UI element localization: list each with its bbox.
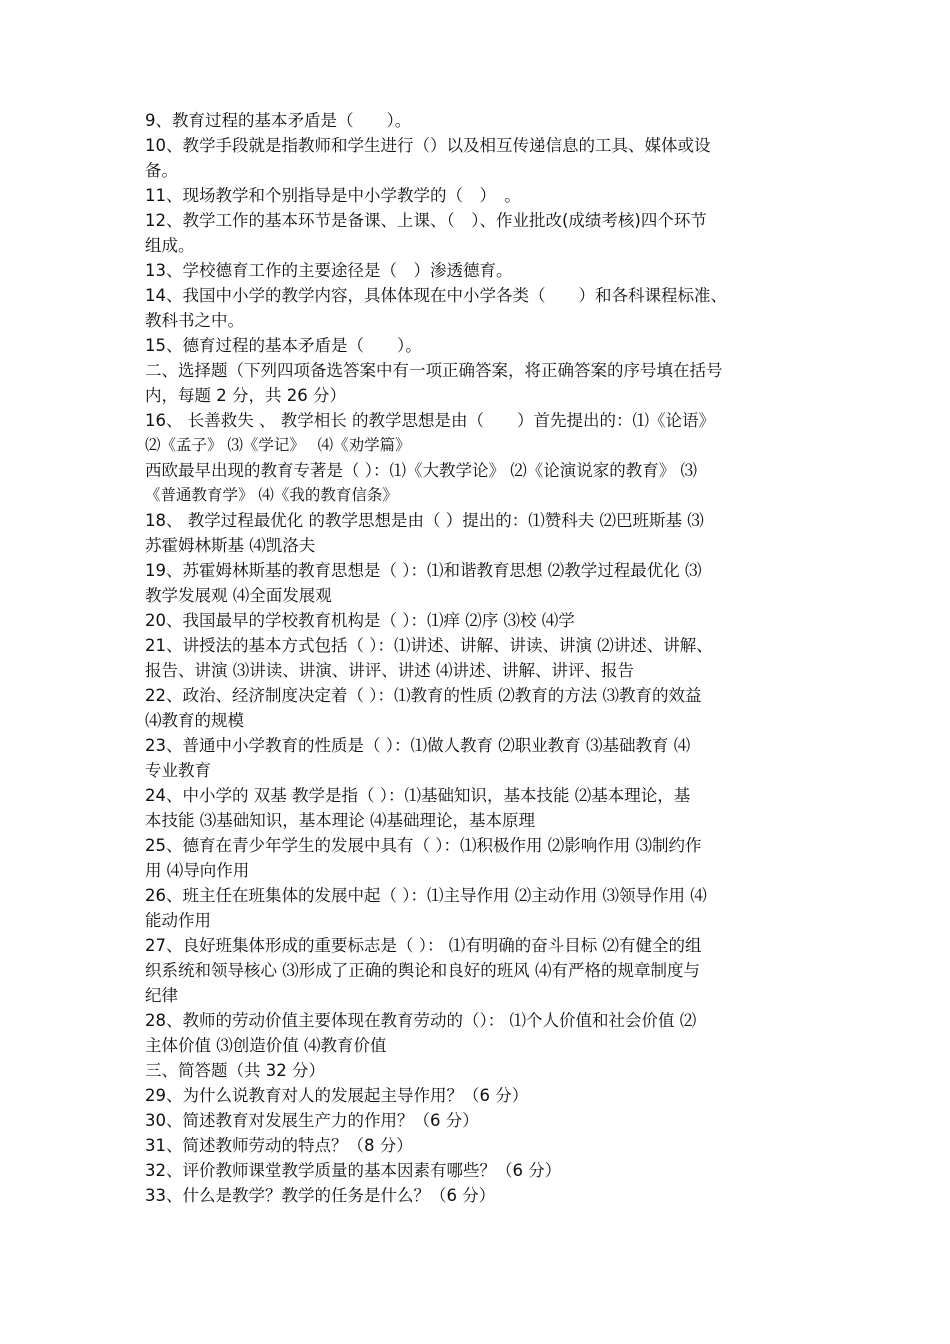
text-line: 11、现场教学和个别指导是中小学教学的（ ） 。 [145,186,521,205]
text-line: 23、普通中小学教育的性质是（ ）：⑴做人教育 ⑵职业教育 ⑶基础教育 ⑷ [145,736,691,755]
text-line: 用 ⑷导向作用 [145,861,250,880]
text-line: 21、讲授法的基本方式包括（ ）：⑴讲述、讲解、讲读、讲演 ⑵讲述、讲解、 [145,636,713,655]
text-line: 织系统和领导核心 ⑶形成了正确的舆论和良好的班风 ⑷有严格的规章制度与 [145,961,700,980]
text-line: 内，每题 2 分，共 26 分） [145,386,346,405]
text-line: 教科书之中。 [145,311,244,330]
section-heading: 三、简答题（共 32 分） [145,1061,325,1080]
text-line: 组成。 [145,236,195,255]
section-heading: 二、选择题（下列四项备选答案中有一项正确答案，将正确答案的序号填在括号 [145,361,723,380]
text-line: 纪律 [145,986,178,1005]
text-line: ⑷教育的规模 [145,711,244,730]
text-line: 9、教育过程的基本矛盾是（ ）。 [145,111,412,130]
text-line: 32、评价教师课堂教学质量的基本因素有哪些？（6 分） [145,1161,562,1180]
text-line: 12、教学工作的基本环节是备课、上课、（ ）、作业批改(成绩考核)四个环节 [145,211,707,230]
text-line: 10、教学手段就是指教师和学生进行（）以及相互传递信息的工具、媒体或设 [145,136,711,155]
text-line: 报告、讲演 ⑶讲读、讲演、讲评、讲述 ⑷讲述、讲解、讲评、报告 [145,661,634,680]
text-line: 19、苏霍姆林斯基的教育思想是（ ）：⑴和谐教育思想 ⑵教学过程最优化 ⑶ [145,561,702,580]
text-line: 30、简述教育对发展生产力的作用？（6 分） [145,1111,479,1130]
text-line: 14、我国中小学的教学内容，具体体现在中小学各类（ ）和各科课程标准、 [145,286,727,305]
text-line: 本技能 ⑶基础知识，基本理论 ⑷基础理论，基本原理 [145,811,535,830]
text-line: 专业教育 [145,761,211,780]
text-line: 24、中小学的 双基 教学是指（ ）：⑴基础知识，基本技能 ⑵基本理论，基 [145,786,691,805]
text-line: ⑵《孟子》 ⑶《学记》 ⑷《劝学篇》 [145,436,411,454]
text-line: 18、 教学过程最优化 的教学思想是由（ ）提出的：⑴赞科夫 ⑵巴班斯基 ⑶ [145,511,704,530]
text-line: 15、德育过程的基本矛盾是（ ）。 [145,336,422,355]
document-body [145,108,815,1208]
text-line: 26、班主任在班集体的发展中起（ ）：⑴主导作用 ⑵主动作用 ⑶领导作用 ⑷ [145,886,707,905]
text-line: 25、德育在青少年学生的发展中具有（ ）：⑴积极作用 ⑵影响作用 ⑶制约作 [145,836,702,855]
text-line: 苏霍姆林斯基 ⑷凯洛夫 [145,536,316,555]
text-line: 20、我国最早的学校教育机构是（ ）：⑴痒 ⑵序 ⑶校 ⑷学 [145,611,575,630]
text-line: 31、简述教师劳动的特点？（8 分） [145,1136,413,1155]
text-line: 29、为什么说教育对人的发展起主导作用？（6 分） [145,1086,529,1105]
text-line: 13、学校德育工作的主要途径是（ ）渗透德育。 [145,261,513,280]
text-line: 能动作用 [145,911,211,930]
text-line: 22、政治、经济制度决定着（ ）：⑴教育的性质 ⑵教育的方法 ⑶教育的效益 [145,686,702,705]
text-line: 27、良好班集体形成的重要标志是（ ）： ⑴有明确的奋斗目标 ⑵有健全的组 [145,936,702,955]
text-line: 主体价值 ⑶创造价值 ⑷教育价值 [145,1036,387,1055]
text-line: 西欧最早出现的教育专著是（ ）：⑴《大教学论》 ⑵《论演说家的教育》 ⑶ [145,461,697,480]
text-line: 备。 [145,161,178,180]
text-line: 16、 长善救失 、 教学相长 的教学思想是由（ ）首先提出的：⑴《论语》 [145,411,715,430]
text-line: 教学发展观 ⑷全面发展观 [145,586,332,605]
text-line: 《普通教育学》 ⑷《我的教育信条》 [145,486,398,504]
text-line: 28、教师的劳动价值主要体现在教育劳动的（）： ⑴个人价值和社会价值 ⑵ [145,1011,697,1030]
text-line: 33、什么是教学？教学的任务是什么？（6 分） [145,1186,496,1205]
